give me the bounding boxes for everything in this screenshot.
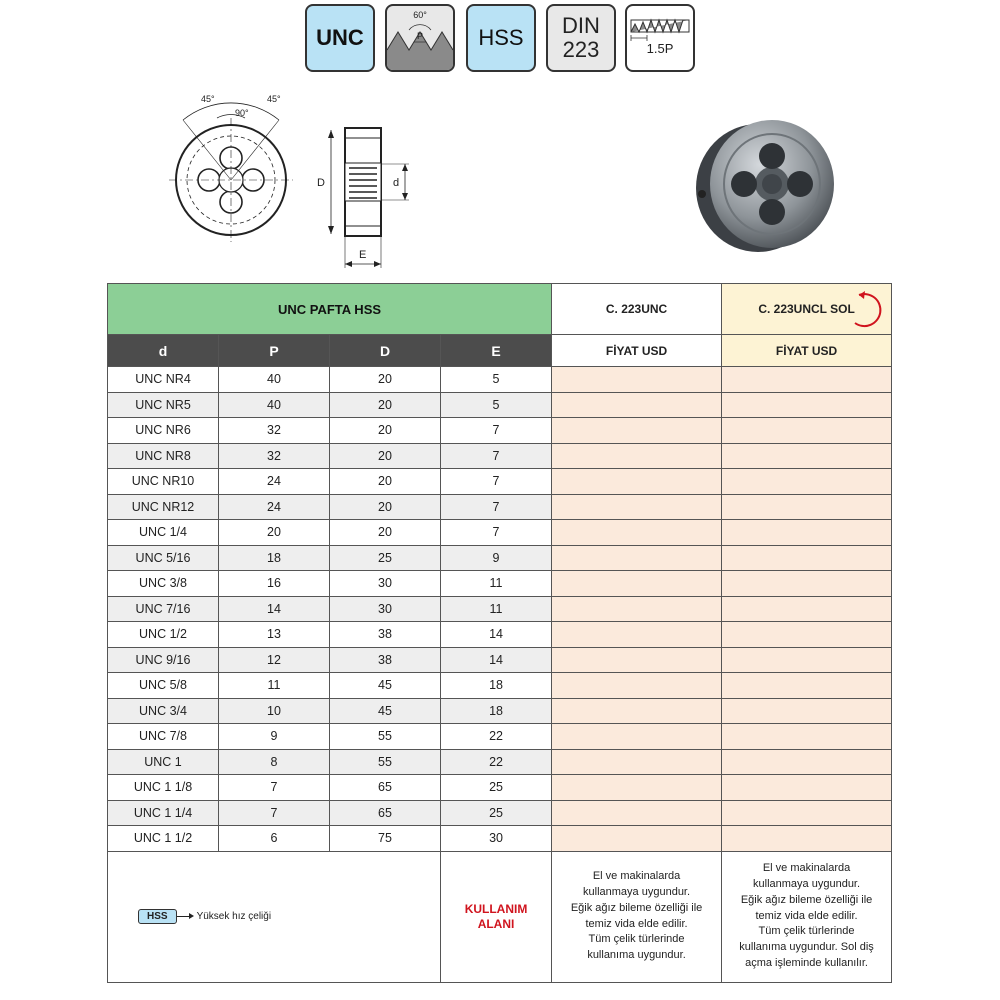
cell-thickness: 18	[441, 698, 552, 724]
unc-die-table	[107, 283, 892, 983]
price-cell-2	[722, 698, 892, 724]
price-cell-2	[722, 469, 892, 495]
din-badge	[546, 4, 616, 72]
cell-size: UNC 1	[108, 749, 219, 775]
price-cell-1	[552, 724, 722, 750]
table-row	[108, 724, 892, 750]
price-cell-1	[552, 596, 722, 622]
cell-outer-diameter: 65	[330, 775, 441, 801]
price-cell-1	[552, 571, 722, 597]
cell-outer-diameter: 20	[330, 367, 441, 393]
product-code-2-cell	[722, 284, 892, 335]
cell-size: UNC NR6	[108, 418, 219, 444]
price-cell-1	[552, 622, 722, 648]
note-line: kullanıma uygundur.	[587, 949, 686, 962]
cell-size: UNC 7/8	[108, 724, 219, 750]
chamfer-pitch-badge	[625, 4, 695, 72]
cell-thickness: 14	[441, 647, 552, 673]
dimension-D-label: D	[317, 177, 325, 189]
cell-pitch: 10	[219, 698, 330, 724]
cell-size: UNC 1/2	[108, 622, 219, 648]
cell-thickness: 5	[441, 367, 552, 393]
angle-p-label: P	[416, 31, 424, 41]
din-badge-line1: DIN	[562, 13, 600, 38]
price-cell-1	[552, 443, 722, 469]
cell-thickness: 7	[441, 469, 552, 495]
price-cell-2	[722, 749, 892, 775]
table-row	[108, 698, 892, 724]
table-footer-row	[108, 851, 892, 982]
dimension-d-label: d	[393, 177, 400, 189]
table-row	[108, 596, 892, 622]
note-line: kullanmaya uygundur.	[753, 878, 861, 890]
cell-thickness: 5	[441, 392, 552, 418]
price-header-1: FİYAT USD	[552, 335, 722, 367]
table-row	[108, 469, 892, 495]
column-header-e: E	[441, 335, 552, 367]
note-line: temiz vida elde edilir.	[755, 909, 858, 922]
die-product-image	[688, 108, 840, 260]
cell-outer-diameter: 20	[330, 418, 441, 444]
note-line: Tüm çelik türlerinde	[588, 933, 685, 946]
cell-pitch: 12	[219, 647, 330, 673]
price-cell-1	[552, 749, 722, 775]
price-cell-1	[552, 520, 722, 546]
table-row	[108, 571, 892, 597]
cell-thickness: 7	[441, 418, 552, 444]
price-cell-2	[722, 826, 892, 852]
left-hand-rotation-icon	[845, 289, 885, 329]
table-row	[108, 775, 892, 801]
cell-size: UNC NR10	[108, 469, 219, 495]
cell-outer-diameter: 20	[330, 520, 441, 546]
table-row	[108, 494, 892, 520]
cell-size: UNC NR4	[108, 367, 219, 393]
cell-size: UNC NR5	[108, 392, 219, 418]
usage-line-2: ALANI	[477, 916, 515, 931]
cell-pitch: 24	[219, 469, 330, 495]
price-cell-2	[722, 494, 892, 520]
cell-pitch: 11	[219, 673, 330, 699]
cell-pitch: 32	[219, 418, 330, 444]
usage-note-2	[722, 851, 892, 982]
cell-pitch: 7	[219, 800, 330, 826]
cell-thickness: 11	[441, 571, 552, 597]
price-cell-2	[722, 775, 892, 801]
cell-pitch: 8	[219, 749, 330, 775]
price-cell-2	[722, 647, 892, 673]
price-cell-1	[552, 775, 722, 801]
legend-arrow-icon	[177, 916, 191, 917]
dimension-E-label: E	[359, 249, 367, 261]
cell-pitch: 40	[219, 392, 330, 418]
thread-profile-icon	[387, 6, 453, 70]
cell-outer-diameter: 55	[330, 724, 441, 750]
cell-size: UNC 7/16	[108, 596, 219, 622]
price-cell-2	[722, 596, 892, 622]
hss-badge-label: HSS	[478, 25, 524, 50]
price-cell-1	[552, 367, 722, 393]
cell-outer-diameter: 30	[330, 571, 441, 597]
din-badge-line2: 223	[562, 37, 600, 62]
cell-outer-diameter: 20	[330, 469, 441, 495]
thread-angle-badge	[385, 4, 455, 72]
note-line: Tüm çelik türlerinde	[758, 925, 855, 938]
cell-outer-diameter: 45	[330, 698, 441, 724]
cell-pitch: 7	[219, 775, 330, 801]
cell-thickness: 22	[441, 749, 552, 775]
price-cell-1	[552, 673, 722, 699]
table-row	[108, 443, 892, 469]
cell-size: UNC 1 1/8	[108, 775, 219, 801]
cell-size: UNC 3/8	[108, 571, 219, 597]
cell-outer-diameter: 25	[330, 545, 441, 571]
table-row	[108, 826, 892, 852]
table-row	[108, 418, 892, 444]
price-cell-2	[722, 520, 892, 546]
cell-thickness: 7	[441, 443, 552, 469]
cell-outer-diameter: 30	[330, 596, 441, 622]
price-cell-1	[552, 418, 722, 444]
price-cell-2	[722, 800, 892, 826]
price-cell-2	[722, 724, 892, 750]
price-cell-2	[722, 367, 892, 393]
table-row	[108, 673, 892, 699]
usage-note-1	[552, 851, 722, 982]
unc-badge	[305, 4, 375, 72]
cell-size: UNC 5/8	[108, 673, 219, 699]
cell-outer-diameter: 20	[330, 392, 441, 418]
table-row	[108, 622, 892, 648]
cell-thickness: 11	[441, 596, 552, 622]
cell-thickness: 22	[441, 724, 552, 750]
cell-thickness: 14	[441, 622, 552, 648]
hss-badge	[466, 4, 536, 72]
column-header-d: d	[108, 335, 219, 367]
hss-legend	[108, 909, 440, 924]
legend-cell	[108, 851, 441, 982]
cell-size: UNC 1 1/4	[108, 800, 219, 826]
table-row	[108, 749, 892, 775]
cell-size: UNC 1 1/2	[108, 826, 219, 852]
price-cell-2	[722, 571, 892, 597]
cell-thickness: 7	[441, 520, 552, 546]
cell-thickness: 25	[441, 800, 552, 826]
cell-pitch: 24	[219, 494, 330, 520]
price-cell-2	[722, 392, 892, 418]
cell-thickness: 9	[441, 545, 552, 571]
price-cell-1	[552, 826, 722, 852]
price-cell-1	[552, 698, 722, 724]
cell-outer-diameter: 45	[330, 673, 441, 699]
note-line: El ve makinalarda	[762, 862, 851, 875]
cell-outer-diameter: 65	[330, 800, 441, 826]
price-cell-1	[552, 469, 722, 495]
usage-line-1: KULLANIM	[464, 901, 528, 916]
table-row	[108, 367, 892, 393]
table-row	[108, 392, 892, 418]
cell-outer-diameter: 38	[330, 622, 441, 648]
cell-thickness: 7	[441, 494, 552, 520]
column-header-p: P	[219, 335, 330, 367]
cell-size: UNC 1/4	[108, 520, 219, 546]
angle-value: 60°	[413, 10, 427, 20]
angle-left-label: 45°	[201, 94, 215, 104]
note-line: Eğik ağız bileme özelliği ile	[570, 901, 703, 914]
note-line: El ve makinalarda	[592, 870, 681, 883]
cell-pitch: 18	[219, 545, 330, 571]
price-cell-1	[552, 800, 722, 826]
chamfer-thread-icon	[627, 6, 693, 70]
table-row	[108, 520, 892, 546]
price-cell-2	[722, 545, 892, 571]
product-code-1: C. 223UNC	[552, 284, 722, 335]
cell-outer-diameter: 55	[330, 749, 441, 775]
cell-pitch: 13	[219, 622, 330, 648]
legend-text: Yüksek hız çeliği	[196, 911, 272, 922]
note-line: Eğik ağız bileme özelliği ile	[740, 893, 873, 906]
cell-outer-diameter: 38	[330, 647, 441, 673]
note-line: kullanıma uygundur. Sol diş	[739, 941, 874, 954]
cell-pitch: 20	[219, 520, 330, 546]
cell-thickness: 30	[441, 826, 552, 852]
legend-hss-tag: HSS	[138, 909, 177, 924]
price-header-2: FİYAT USD	[722, 335, 892, 367]
die-technical-drawing	[155, 88, 435, 270]
cell-thickness: 25	[441, 775, 552, 801]
cell-outer-diameter: 75	[330, 826, 441, 852]
cell-pitch: 40	[219, 367, 330, 393]
pitch-label: 1.5P	[646, 41, 674, 56]
price-cell-1	[552, 494, 722, 520]
cell-outer-diameter: 20	[330, 443, 441, 469]
cell-thickness: 18	[441, 673, 552, 699]
column-header-D: D	[330, 335, 441, 367]
cell-size: UNC NR8	[108, 443, 219, 469]
table-title: UNC PAFTA HSS	[108, 284, 552, 335]
price-cell-1	[552, 647, 722, 673]
note-line: temiz vida elde edilir.	[585, 917, 688, 930]
cell-size: UNC NR12	[108, 494, 219, 520]
note-line: kullanmaya uygundur.	[583, 885, 691, 898]
price-cell-2	[722, 673, 892, 699]
angle-right-label: 45°	[267, 94, 281, 104]
cell-pitch: 32	[219, 443, 330, 469]
cell-outer-diameter: 20	[330, 494, 441, 520]
cell-size: UNC 5/16	[108, 545, 219, 571]
price-cell-1	[552, 392, 722, 418]
table-row	[108, 545, 892, 571]
cell-pitch: 6	[219, 826, 330, 852]
cell-pitch: 9	[219, 724, 330, 750]
cell-size: UNC 9/16	[108, 647, 219, 673]
cell-size: UNC 3/4	[108, 698, 219, 724]
price-cell-1	[552, 545, 722, 571]
note-line: açma işleminde kullanılır.	[745, 956, 868, 969]
table-row	[108, 647, 892, 673]
price-cell-2	[722, 418, 892, 444]
table-row	[108, 800, 892, 826]
cell-pitch: 14	[219, 596, 330, 622]
unc-badge-label: UNC	[316, 25, 364, 50]
price-cell-2	[722, 443, 892, 469]
cell-pitch: 16	[219, 571, 330, 597]
product-code-2: C. 223UNCL SOL	[758, 302, 855, 316]
price-cell-2	[722, 622, 892, 648]
usage-area-label	[441, 851, 552, 982]
angle-center-label: 90°	[235, 108, 249, 118]
